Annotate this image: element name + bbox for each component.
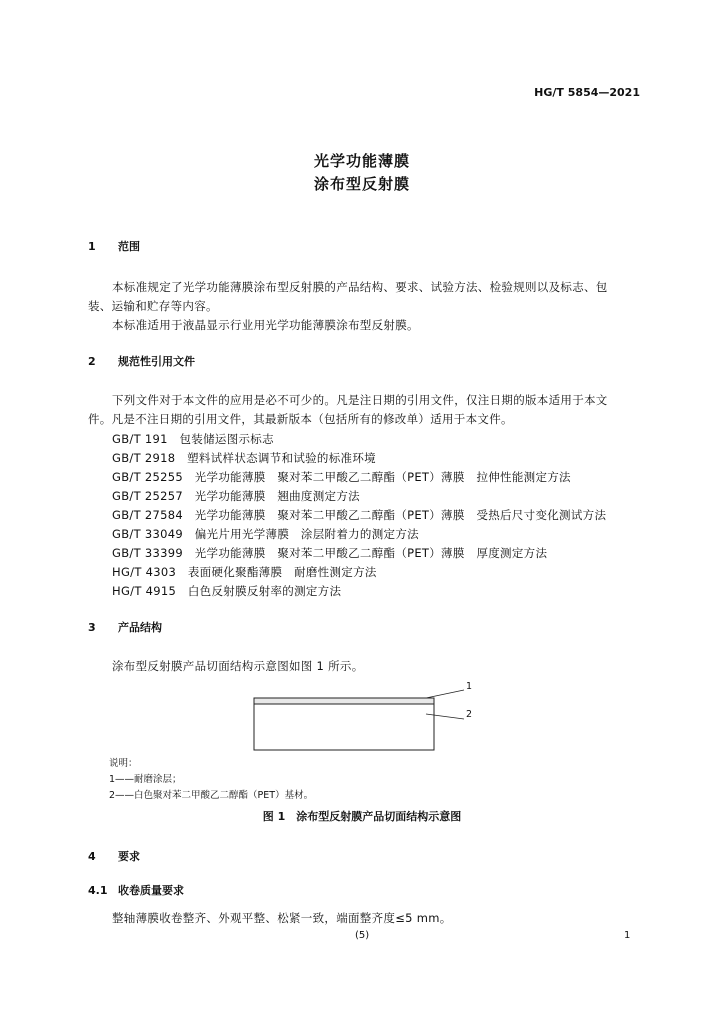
- section-1-heading: [88, 238, 140, 254]
- paragraph-line: 下列文件对于本文件的应用是必不可少的。凡是注日期的引用文件，仅注日期的版本适用于本文: [112, 393, 608, 407]
- figure-note-2: 2——白色聚对苯二甲酸乙二醇酯（PET）基材。: [109, 790, 314, 801]
- page-number: 1: [624, 930, 631, 941]
- reference-item: GB/T 2918 塑料试样状态调节和试验的标准环境: [112, 451, 376, 465]
- reference-item: HG/T 4915 白色反射膜反射率的测定方法: [112, 584, 342, 598]
- paragraph-line: 涂布型反射膜产品切面结构示意图如图 1 所示。: [112, 659, 364, 673]
- paragraph-line: 件。凡是不注日期的引用文件，其最新版本（包括所有的修改单）适用于本文件。: [88, 412, 513, 426]
- section-3-heading: [88, 619, 162, 635]
- footer-serial: (5): [355, 930, 370, 941]
- section-number: 2: [88, 355, 96, 368]
- reference-item: GB/T 33399 光学功能薄膜 聚对苯二甲酸乙二醇酯（PET）薄膜 厚度测定方法: [112, 546, 548, 560]
- section-title: 产品结构: [118, 621, 162, 634]
- reference-item: GB/T 25257 光学功能薄膜 翘曲度测定方法: [112, 489, 360, 503]
- paragraph-line: 本标准规定了光学功能薄膜涂布型反射膜的产品结构、要求、试验方法、检验规则以及标志、包: [112, 280, 608, 294]
- title-line-2: 涂布型反射膜: [313, 175, 410, 193]
- section-title: 要求: [118, 850, 140, 863]
- reference-item: GB/T 33049 偏光片用光学薄膜 涂层附着力的测定方法: [112, 527, 419, 541]
- reference-item: HG/T 4303 表面硬化聚酯薄膜 耐磨性测定方法: [112, 565, 377, 579]
- cross-section-figure: [240, 676, 490, 758]
- reference-item: GB/T 27584 光学功能薄膜 聚对苯二甲酸乙二醇酯（PET）薄膜 受热后尺寸变化测试方法: [112, 508, 607, 522]
- figure-note-1: 1——耐磨涂层；: [109, 774, 182, 785]
- section-number: 3: [88, 621, 96, 634]
- figure-label-2: 2: [466, 709, 473, 720]
- section-title: 规范性引用文件: [118, 355, 195, 368]
- reference-item: GB/T 25255 光学功能薄膜 聚对苯二甲酸乙二醇酯（PET）薄膜 拉伸性能测定方法: [112, 470, 571, 484]
- figure-notes-title: 说明：: [109, 758, 138, 769]
- standard-code: HG/T 5854—2021: [534, 86, 640, 99]
- section-2-heading: [88, 353, 195, 369]
- title-line-1: 光学功能薄膜: [313, 152, 410, 170]
- pet-substrate-layer: [254, 698, 434, 750]
- reference-item: GB/T 191 包装储运图示标志: [112, 432, 274, 446]
- paragraph-line: 本标准适用于液晶显示行业用光学功能薄膜涂布型反射膜。: [112, 318, 419, 332]
- leader-line-1: [426, 690, 464, 698]
- section-title: 范围: [118, 240, 140, 253]
- section-title: 收卷质量要求: [118, 884, 184, 897]
- paragraph-line: 装、运输和贮存等内容。: [88, 299, 218, 313]
- figure-label-1: 1: [466, 681, 473, 692]
- figure-caption: 图 1 涂布型反射膜产品切面结构示意图: [262, 810, 462, 823]
- coating-layer: [254, 698, 434, 704]
- section-number: 4.1: [88, 884, 108, 897]
- section-4-1-heading: [88, 882, 184, 898]
- paragraph-line: 整轴薄膜收卷整齐、外观平整、松紧一致，端面整齐度≤5 mm。: [112, 911, 452, 925]
- section-4-heading: [88, 848, 140, 864]
- section-number: 1: [88, 240, 96, 253]
- section-number: 4: [88, 850, 96, 863]
